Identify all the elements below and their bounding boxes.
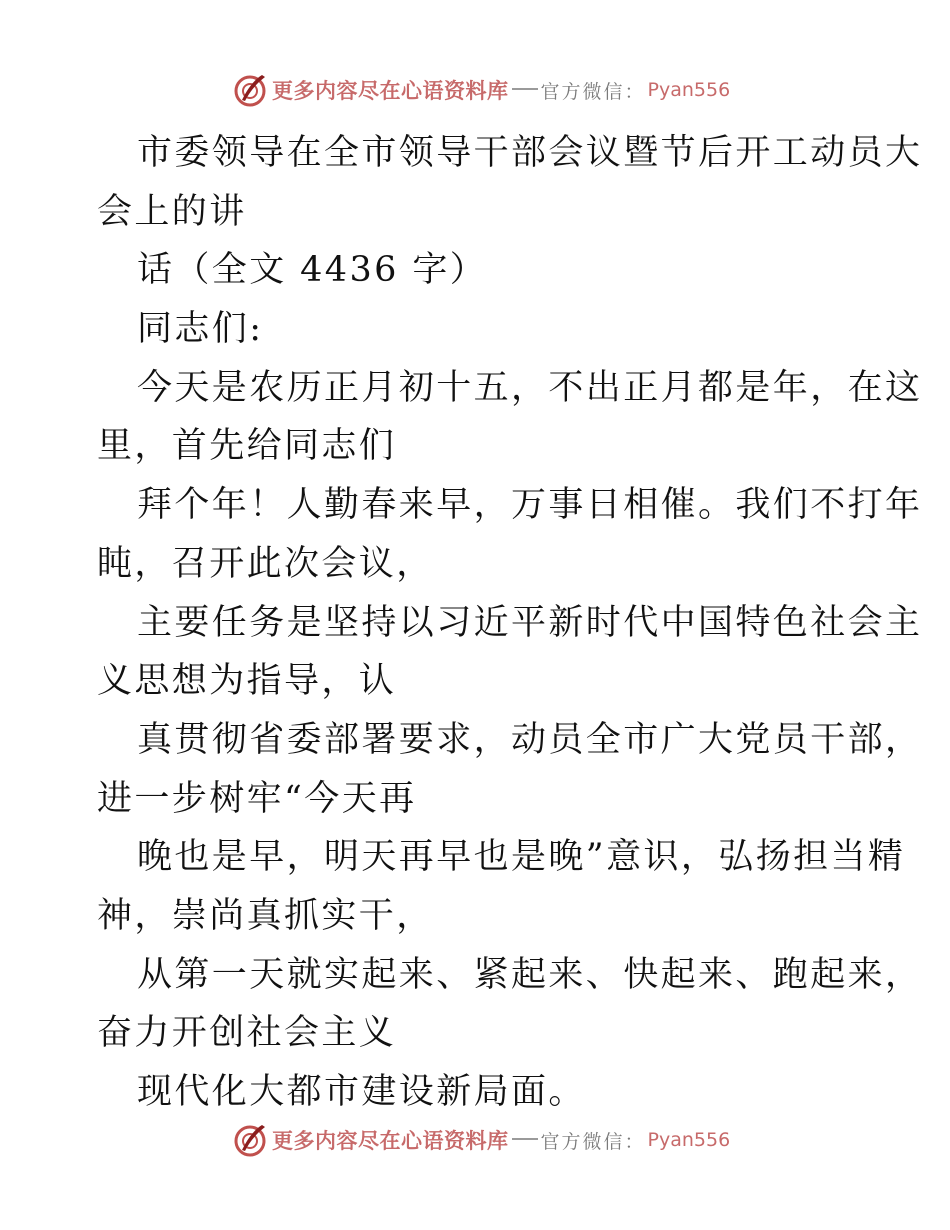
text-line: 现代化大都市建设新局面。 xyxy=(137,1072,586,1112)
watermark-wechat-id: Pyan556 xyxy=(647,79,731,101)
text-line: 主要任务是坚持以习近平新时代中国特色社会主 xyxy=(137,602,923,643)
watermark-dash xyxy=(512,1138,538,1140)
text-line: 拜个年！人勤春来早，万事日相催。我们不打年 xyxy=(137,485,923,526)
watermark-official-label: 官方微信： xyxy=(540,1130,646,1153)
quill-logo-icon xyxy=(232,1122,268,1158)
watermark-title: 更多内容尽在心语资料库 xyxy=(272,78,509,103)
text-line: 市委领导在全市领导干部会议暨节后开工动员大 xyxy=(137,133,923,173)
text-line: 盹，召开此次会议， xyxy=(97,543,434,584)
document-body xyxy=(97,124,923,1122)
text-line: 今天是农历正月初十五，不出正月都是年，在这 xyxy=(137,367,923,408)
text-line: 进一步树牢“今天再 xyxy=(97,778,417,819)
footer-watermark xyxy=(232,1122,730,1158)
watermark-official-label: 官方微信： xyxy=(540,80,646,103)
watermark-title: 更多内容尽在心语资料库 xyxy=(272,1128,509,1153)
header-watermark xyxy=(232,72,730,108)
text-line: 同志们: xyxy=(137,309,264,350)
watermark-wechat-id: Pyan556 xyxy=(647,1129,731,1151)
text-line: 从第一天就实起来、紧起来、快起来、跑起来， xyxy=(137,954,923,995)
text-line: 奋力开创社会主义 xyxy=(97,1013,397,1054)
text-line: 义思想为指导，认 xyxy=(97,661,397,702)
text-line: 会上的讲 xyxy=(97,191,247,232)
text-line: 晚也是早，明天再早也是晚”意识，弘扬担当精 xyxy=(137,837,906,878)
text-line: 话（全文 4436 字） xyxy=(137,250,488,291)
text-line: 里，首先给同志们 xyxy=(97,426,397,467)
text-line: 神，崇尚真抓实干， xyxy=(97,895,434,936)
watermark-dash xyxy=(512,88,538,90)
quill-logo-icon xyxy=(232,72,268,108)
text-line: 真贯彻省委部署要求，动员全市广大党员干部， xyxy=(137,719,923,760)
